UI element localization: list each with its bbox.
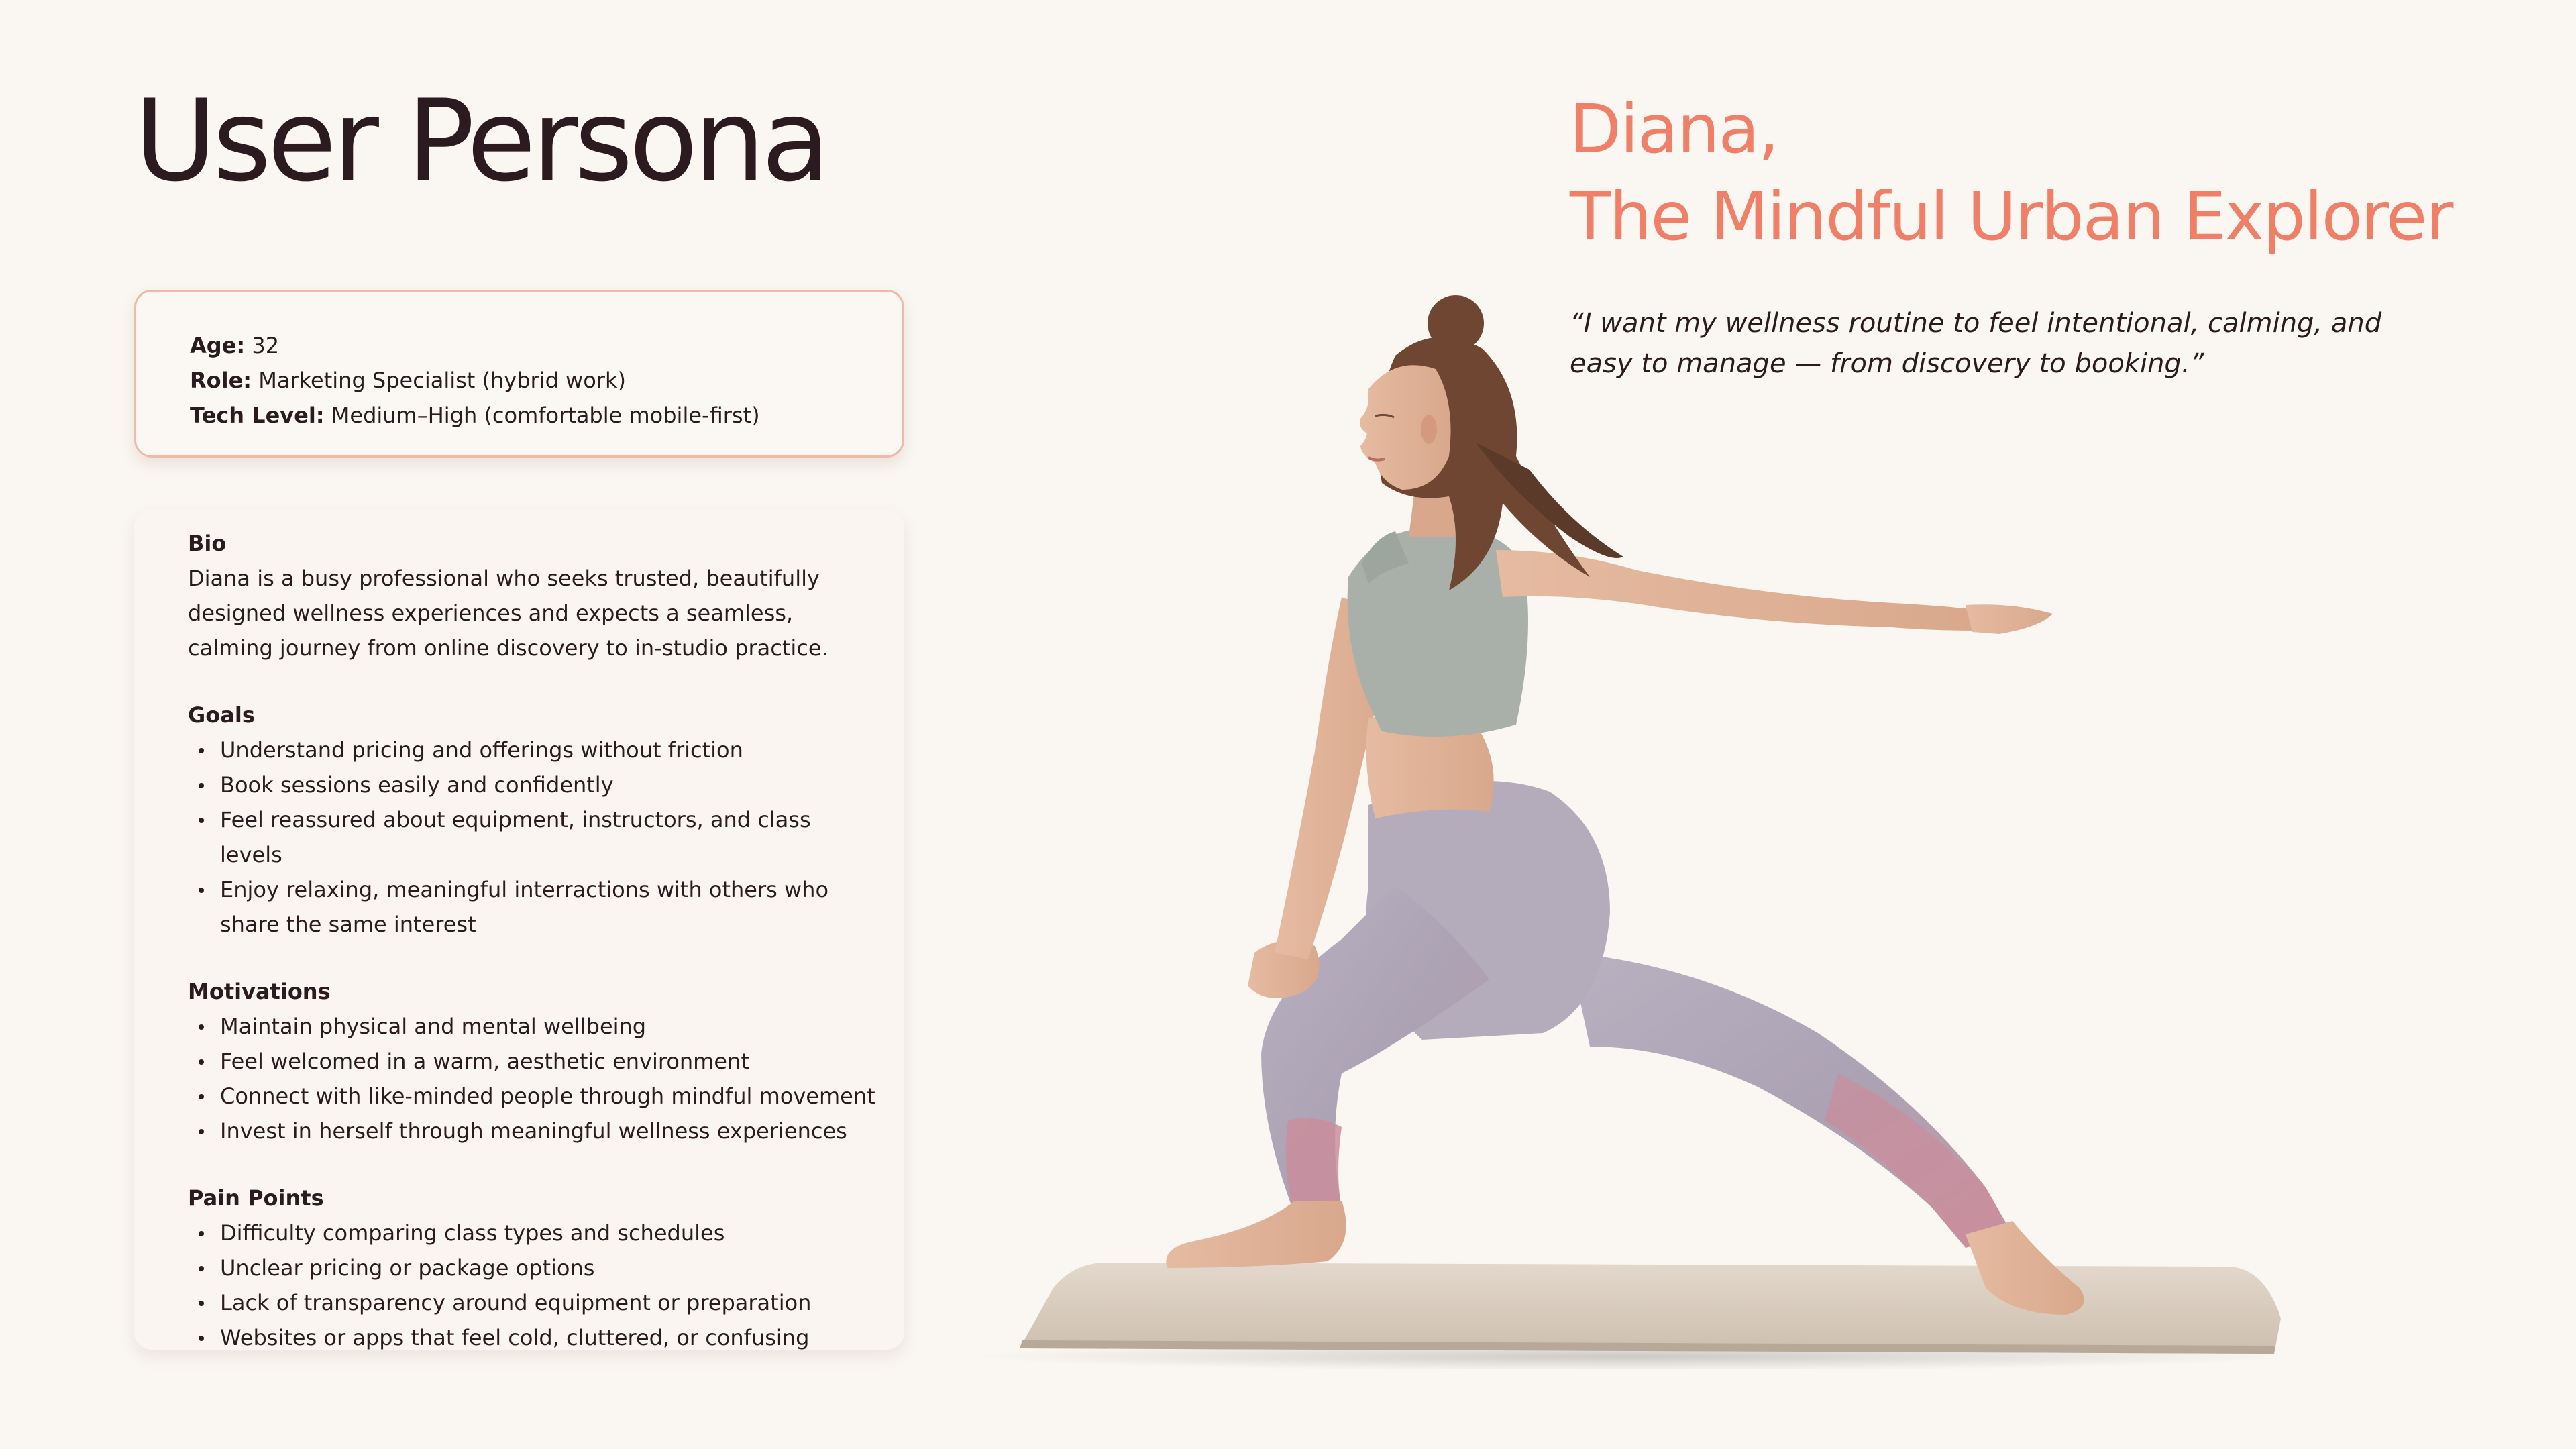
role-label: Role: — [190, 368, 252, 393]
list-item: Maintain physical and mental wellbeing — [188, 1009, 877, 1044]
yoga-mat — [1020, 1263, 2281, 1354]
list-item: Difficulty comparing class types and schedules — [188, 1216, 877, 1250]
list-item: Unclear pricing or package options — [188, 1250, 877, 1285]
pain-points-heading: Pain Points — [188, 1185, 324, 1211]
motivations-section — [188, 974, 875, 1148]
pain-points-list — [188, 1216, 864, 1355]
yoga-woman-image — [966, 282, 2294, 1368]
bio-text: Diana is a busy professional who seeks trusted, beautifully designed wellness experiences and expects a seamless, calming journey from online discovery to in-studio practice. — [188, 566, 828, 661]
goals-list — [188, 733, 864, 942]
list-item: Lack of transparency around equipment or preparation — [188, 1285, 877, 1320]
motivations-heading: Motivations — [188, 979, 331, 1004]
persona-details-card — [134, 510, 904, 1350]
right-hand — [1966, 604, 2053, 634]
list-item: Book sessions easily and confidently — [188, 767, 877, 802]
age-value: 32 — [252, 333, 280, 358]
list-item: Connect with like-minded people through mindful movement — [188, 1079, 877, 1114]
goals-heading: Goals — [188, 702, 255, 728]
tech-level-value: Medium–High (comfortable mobile-first) — [331, 402, 760, 428]
page-title: User Persona — [134, 75, 826, 207]
bio-section — [188, 526, 864, 665]
age-row — [190, 328, 902, 363]
list-item: Websites or apps that feel cold, cluttered, or confusing — [188, 1320, 877, 1355]
role-value: Marketing Specialist (hybrid work) — [258, 368, 626, 393]
persona-first-name: Diana, — [1570, 90, 1778, 168]
list-item: Enjoy relaxing, meaningful interractions with others who share the same interest — [188, 872, 877, 942]
pain-points-section — [188, 1181, 864, 1355]
front-foot — [1166, 1201, 1346, 1268]
list-item: Feel reassured about equipment, instructors, and class levels — [188, 802, 877, 872]
age-label: Age: — [190, 333, 246, 358]
hair-bun — [1428, 295, 1484, 352]
bio-heading: Bio — [188, 531, 227, 556]
persona-quote: “I want my wellness routine to feel intentional, calming, and easy to manage — from discovery to booking.” — [1570, 308, 2382, 379]
persona-name — [1570, 86, 2452, 260]
goals-section — [188, 698, 864, 942]
list-item: Feel welcomed in a warm, aesthetic environment — [188, 1044, 877, 1079]
persona-archetype: The Mindful Urban Explorer — [1570, 177, 2453, 256]
face — [1360, 365, 1450, 490]
list-item: Invest in herself through meaningful wellness experiences — [188, 1114, 877, 1148]
motivations-list — [188, 1009, 875, 1148]
persona-info-card — [134, 290, 904, 458]
role-row — [190, 363, 902, 398]
tech-level-label: Tech Level: — [190, 402, 325, 428]
tech-level-row — [190, 398, 902, 433]
list-item: Understand pricing and offerings without friction — [188, 733, 877, 767]
